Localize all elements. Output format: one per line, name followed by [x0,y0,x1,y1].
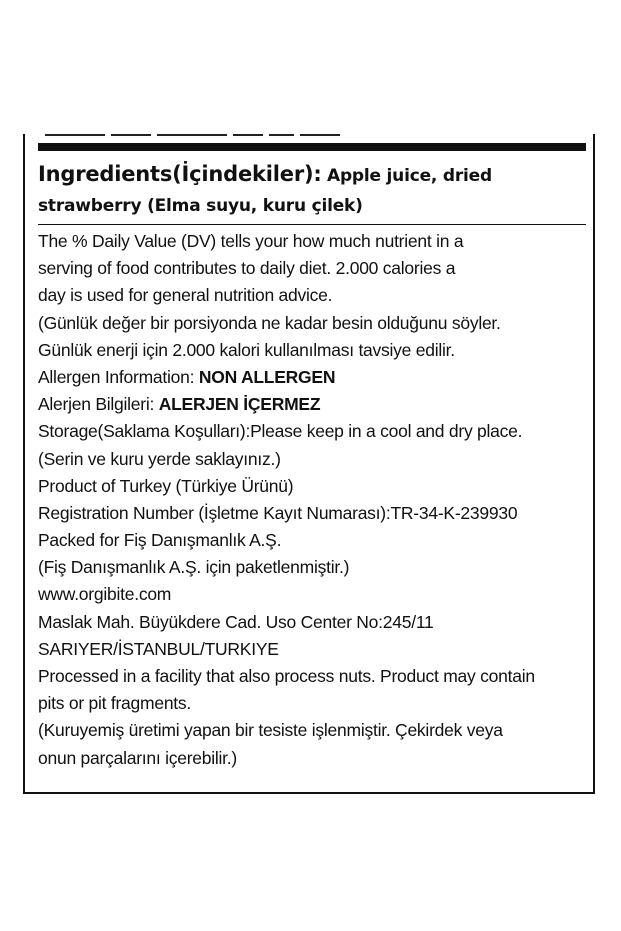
warning-line3: (Kuruyemiş üretimi yapan bir tesiste işlenmiştir. Çekirdek veya [38,720,503,741]
storage-line1: Storage(Saklama Koşulları):Please keep in a cool and dry place. [38,421,523,442]
allergen-info-tr [38,391,595,418]
nutrition-label-panel [23,134,595,794]
origin-text: Product of Turkey (Türkiye Ürünü) [38,475,294,496]
cropped-text-remnant [45,134,365,138]
allergen-label-tr: Alerjen Bilgileri: [38,394,155,415]
thick-divider [38,143,586,151]
ingredients-heading: Ingredients(İçindekiler): [38,162,322,186]
ingredients-text-line2: strawberry (Elma suyu, kuru çilek) [38,196,363,216]
address-line1: Maslak Mah. Büyükdere Cad. Uso Center No:245/11 [38,611,434,632]
daily-value-line1: The % Daily Value (DV) tells your how much nutrient in a [38,231,464,251]
website-text: www.orgibite.com [38,584,172,605]
warning-line2: pits or pit fragments. [38,693,192,714]
address-line2: SARIYER/İSTANBUL/TURKIYE [38,638,279,659]
ingredients-section [38,159,586,221]
ingredients-text-line1: Apple juice, dried [326,166,492,186]
daily-value-line2: serving of food contributes to daily diet. 2.000 calories a [38,258,456,279]
warning-line1: Processed in a facility that also process nuts. Product may contain [38,666,535,686]
allergen-value-tr: ALERJEN İÇERMEZ [158,394,321,415]
label-details [38,228,595,772]
packed-line2: (Fiş Danışmanlık A.Ş. için paketlenmiştir.) [38,557,350,578]
daily-value-line4: (Günlük değer bir porsiyonda ne kadar besin olduğunu söyler. [38,312,501,333]
daily-value-line3: day is used for general nutrition advice. [38,285,333,306]
daily-value-line5: Günlük enerji için 2.000 kalori kullanılması tavsiye edilir. [38,339,455,360]
allergen-info-en [38,364,595,391]
thin-divider [38,224,586,225]
storage-line2: (Serin ve kuru yerde saklayınız.) [38,448,281,469]
allergen-value-en: NON ALLERGEN [198,366,336,387]
warning-line4: onun parçalarını içerebilir.) [38,747,237,768]
registration-text: Registration Number (İşletme Kayıt Numarası):TR-34-K-239930 [38,502,518,523]
allergen-label-en: Allergen Information: [38,366,195,387]
packed-line1: Packed for Fiş Danışmanlık A.Ş. [38,530,282,551]
